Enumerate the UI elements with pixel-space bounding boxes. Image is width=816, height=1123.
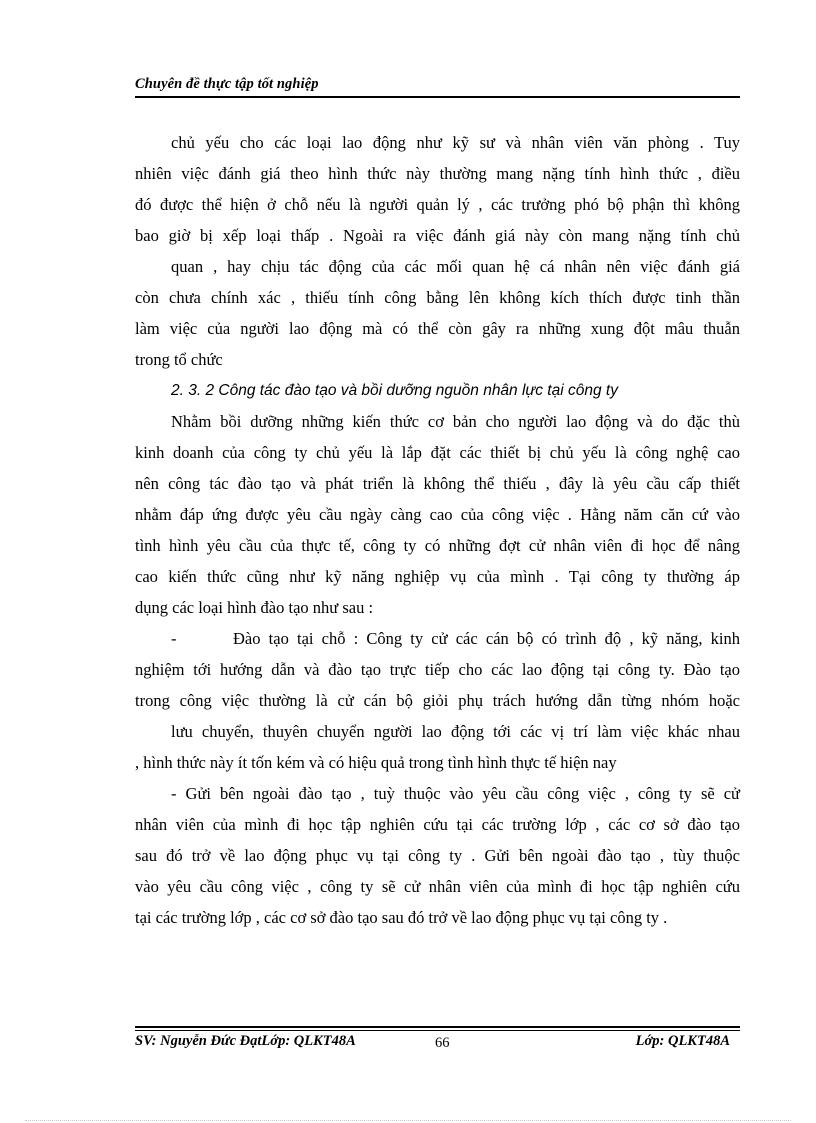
text-line: nên công tác đào tạo và phát triển là không thể thiếu , đây là yêu cầu cấp thiết bbox=[135, 474, 740, 493]
bullet-text: Đào tạo tại chỗ : Công ty cử các cán bộ có trình độ , kỹ năng, kinh bbox=[233, 629, 740, 648]
footer-rule bbox=[135, 1030, 740, 1031]
text-line: tình hình yêu cầu của thực tế, công ty có những đợt cử nhân viên đi học để nâng bbox=[135, 536, 740, 555]
text-line: - Gửi bên ngoài đào tạo , tuỳ thuộc vào yêu cầu công việc , công ty sẽ cử bbox=[171, 784, 740, 803]
text-line: quan , hay chịu tác động của các mối quan hệ cá nhân nên việc đánh giá bbox=[171, 257, 740, 276]
text-line: cao kiến thức cũng như kỹ năng nghiệp vụ của mình . Tại công ty thường áp bbox=[135, 567, 740, 586]
header-title: Chuyên đề thực tập tốt nghiệp bbox=[135, 76, 319, 92]
text-line: nhằm đáp ứng được yêu cầu ngày càng cao của công việc . Hằng năm căn cứ vào bbox=[135, 505, 740, 524]
text-line: làm việc của người lao động mà có thể còn gây ra những xung đột mâu thuẫn bbox=[135, 319, 740, 338]
text-line: còn chưa chính xác , thiếu tính công bằng lên không kích thích được tinh thần bbox=[135, 288, 740, 307]
page-footer bbox=[135, 1026, 740, 1056]
text-line: trong tổ chức bbox=[135, 350, 223, 369]
text-line: nhiên việc đánh giá theo hình thức này thường mang nặng tính hình thức , điều bbox=[135, 164, 740, 183]
bullet-dash: - bbox=[171, 629, 177, 648]
text-line: dụng các loại hình đào tạo như sau : bbox=[135, 598, 374, 617]
body-text bbox=[135, 127, 740, 933]
text-line: nghiệm tới hướng dẫn và đào tạo trực tiếp cho các lao động tại công ty. Đào tạo bbox=[135, 660, 740, 679]
footer-student: SV: Nguyễn Đức ĐạtLớp: QLKT48A bbox=[135, 1033, 356, 1049]
page-header bbox=[135, 76, 740, 98]
page-number: 66 bbox=[435, 1035, 450, 1051]
text-line: đó được thể hiện ở chỗ nếu là người quản lý , các trưởng phó bộ phận thì không bbox=[135, 195, 740, 214]
bullet-line bbox=[135, 623, 740, 654]
header-rule bbox=[135, 96, 740, 98]
text-line: bao giờ bị xếp loại thấp . Ngoài ra việc đánh giá này còn mang nặng tính chủ bbox=[135, 226, 740, 245]
text-line: sau đó trở về lao động phục vụ tại công ty . Gửi bên ngoài đào tạo , tùy thuộc bbox=[135, 846, 740, 865]
text-line: kinh doanh của công ty chủ yếu là lắp đặt các thiết bị chủ yếu là công nghệ cao bbox=[135, 443, 740, 462]
text-line: lưu chuyển, thuyên chuyển người lao động tới các vị trí làm việc khác nhau bbox=[171, 722, 740, 741]
page-bottom-border bbox=[25, 1120, 791, 1121]
footer-class: Lớp: QLKT48A bbox=[635, 1033, 730, 1049]
text-line: vào yêu cầu công việc , công ty sẽ cử nhân viên của mình đi học tập nghiên cứu bbox=[135, 877, 740, 896]
text-line: nhân viên của mình đi học tập nghiên cứu tại các trường lớp , các cơ sở đào tạo bbox=[135, 815, 740, 834]
text-line: chủ yếu cho các loại lao động như kỹ sư và nhân viên văn phòng . Tuy bbox=[171, 133, 740, 152]
text-line: , hình thức này ít tốn kém và có hiệu quả trong tình hình thực tế hiện nay bbox=[135, 753, 617, 772]
footer-rule bbox=[135, 1026, 740, 1028]
text-line: trong công việc thường là cử cán bộ giỏi phụ trách hướng dẫn từng nhóm hoặc bbox=[135, 691, 740, 710]
text-line: Nhằm bồi dưỡng những kiến thức cơ bản cho người lao động và do đặc thù bbox=[171, 412, 740, 431]
section-heading: 2. 3. 2 Công tác đào tạo và bồi dưỡng nguồn nhân lực tại công ty bbox=[171, 382, 618, 399]
text-line: tại các trường lớp , các cơ sở đào tạo sau đó trở về lao động phục vụ tại công ty . bbox=[135, 908, 668, 927]
